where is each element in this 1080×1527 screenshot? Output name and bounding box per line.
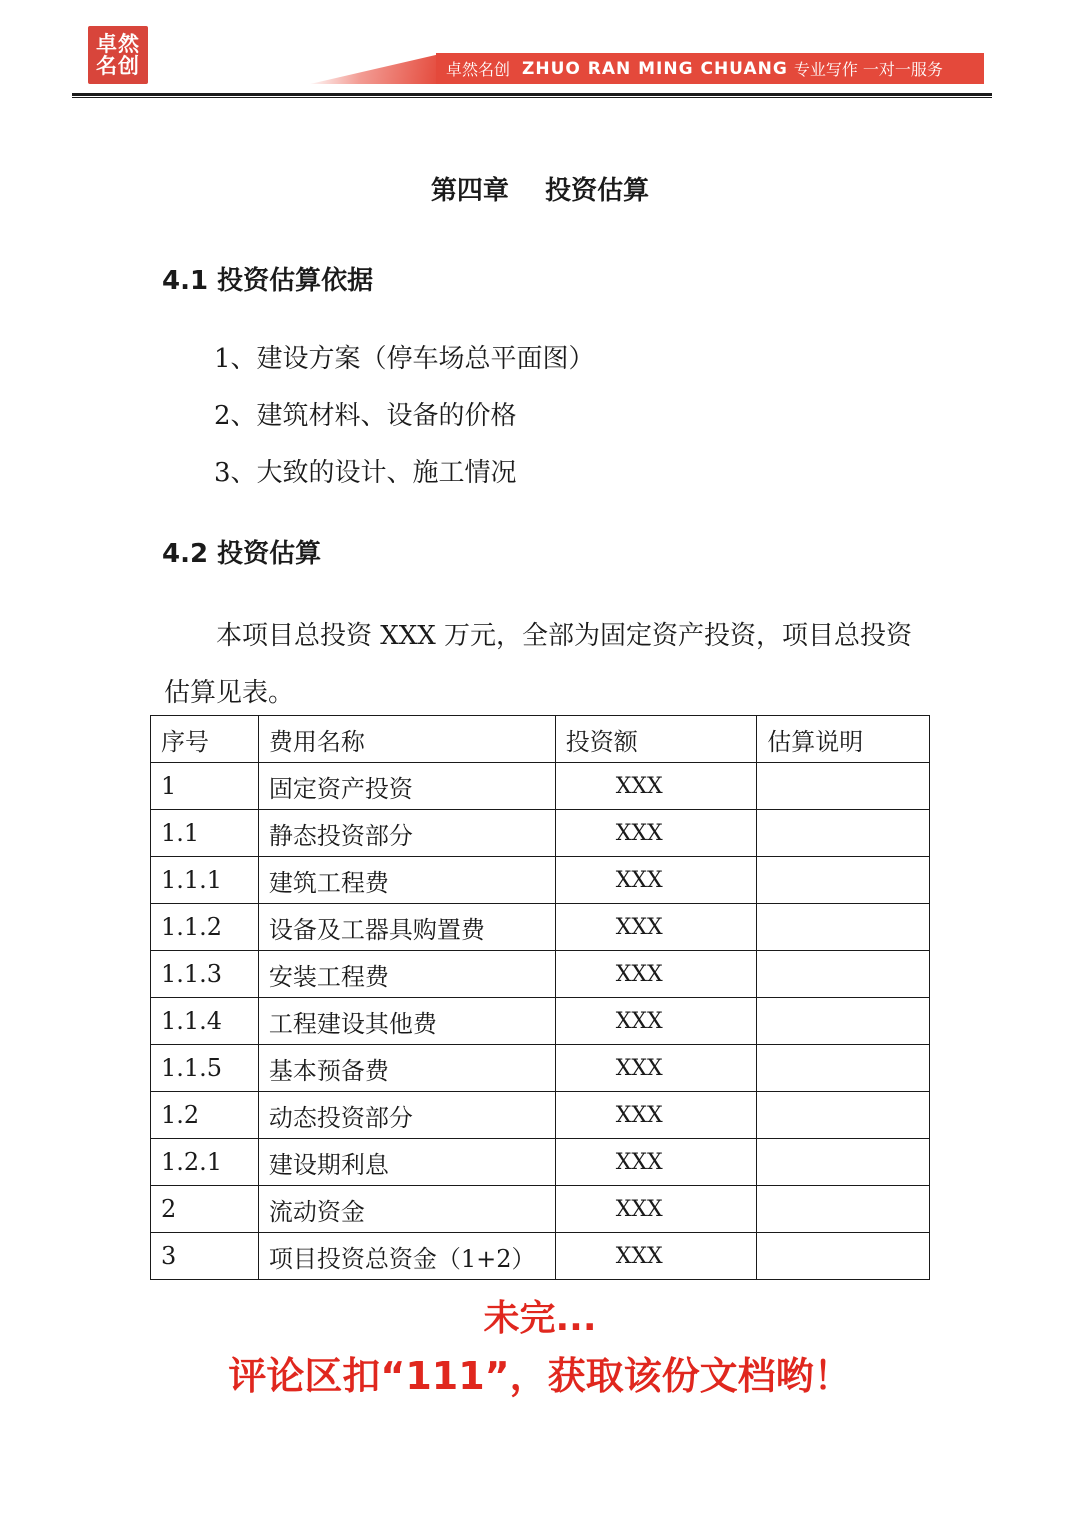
cell-index: 1 <box>151 763 259 810</box>
header-rule-thin <box>72 97 992 98</box>
cell-cost-name: 工程建设其他费 <box>258 998 555 1045</box>
cell-note <box>757 857 930 904</box>
cell-index: 1.1.4 <box>151 998 259 1045</box>
banner-en-name: ZHUO RAN MING CHUANG <box>522 58 788 79</box>
cell-amount: XXX <box>555 1139 757 1186</box>
header-note: 估算说明 <box>757 716 930 763</box>
header-rule <box>72 93 992 96</box>
header-cost-name: 费用名称 <box>258 716 555 763</box>
cell-note <box>757 998 930 1045</box>
investment-table <box>150 715 930 1280</box>
cell-index: 1.1.5 <box>151 1045 259 1092</box>
cell-amount: XXX <box>555 998 757 1045</box>
table-row <box>151 1092 930 1139</box>
banner-cn-name: 卓然名创 <box>446 60 511 79</box>
logo-line2: 名创 <box>96 54 140 78</box>
cell-cost-name: 静态投资部分 <box>258 810 555 857</box>
section-heading-estimate: 4.2 投资估算 <box>162 539 322 569</box>
table-row <box>151 1139 930 1186</box>
cell-note <box>757 904 930 951</box>
cell-index: 1.1.3 <box>151 951 259 998</box>
logo-line1: 卓然 <box>96 31 140 56</box>
cell-note <box>757 951 930 998</box>
table-row <box>151 1186 930 1233</box>
section-heading-basis: 4.1 投资估算依据 <box>162 266 374 296</box>
table-row <box>151 857 930 904</box>
cell-amount: XXX <box>555 857 757 904</box>
cell-note <box>757 1092 930 1139</box>
table-header-row <box>151 716 930 763</box>
cell-note <box>757 1186 930 1233</box>
table-row <box>151 1233 930 1280</box>
chapter-title: 第四章 投资估算 <box>430 176 650 206</box>
cell-cost-name: 安装工程费 <box>258 951 555 998</box>
cell-cost-name: 设备及工器具购置费 <box>258 904 555 951</box>
header-amount: 投资额 <box>555 716 757 763</box>
cell-cost-name: 建筑工程费 <box>258 857 555 904</box>
cell-amount: XXX <box>555 1092 757 1139</box>
cell-amount: XXX <box>555 763 757 810</box>
cell-note <box>757 1045 930 1092</box>
basis-item: 2、建筑材料、设备的价格 <box>214 401 517 431</box>
cell-amount: XXX <box>555 951 757 998</box>
cell-amount: XXX <box>555 1186 757 1233</box>
cell-note <box>757 1139 930 1186</box>
table-row <box>151 951 930 998</box>
cell-note <box>757 763 930 810</box>
comment-notice: 评论区扣“111”，获取该份文档哟！ <box>228 1354 852 1398</box>
table-row <box>151 1045 930 1092</box>
cell-index: 2 <box>151 1186 259 1233</box>
table-row <box>151 998 930 1045</box>
estimate-paragraph: 本项目总投资 XXX 万元，全部为固定资产投资，项目总投资估算见表。 <box>164 621 913 708</box>
brand-logo <box>88 26 148 84</box>
cell-cost-name: 动态投资部分 <box>258 1092 555 1139</box>
basis-item: 3、大致的设计、施工情况 <box>214 458 517 488</box>
cell-amount: XXX <box>555 810 757 857</box>
cell-index: 3 <box>151 1233 259 1280</box>
cell-index: 1.2.1 <box>151 1139 259 1186</box>
basis-item: 1、建设方案（停车场总平面图） <box>214 344 595 374</box>
header-index: 序号 <box>151 716 259 763</box>
banner-tagline: 专业写作 一对一服务 <box>793 60 943 79</box>
header-banner <box>436 53 984 84</box>
banner-wedge <box>310 54 440 84</box>
cell-amount: XXX <box>555 1045 757 1092</box>
table-row <box>151 810 930 857</box>
cell-cost-name: 流动资金 <box>258 1186 555 1233</box>
cell-cost-name: 固定资产投资 <box>258 763 555 810</box>
cell-note <box>757 810 930 857</box>
unfinished-notice: 未完... <box>483 1298 597 1339</box>
cell-amount: XXX <box>555 904 757 951</box>
cell-cost-name: 建设期利息 <box>258 1139 555 1186</box>
cell-note <box>757 1233 930 1280</box>
cell-index: 1.2 <box>151 1092 259 1139</box>
cell-cost-name: 基本预备费 <box>258 1045 555 1092</box>
cell-index: 1.1 <box>151 810 259 857</box>
table-row <box>151 904 930 951</box>
cell-cost-name: 项目投资总资金（1+2） <box>258 1233 555 1280</box>
cell-index: 1.1.2 <box>151 904 259 951</box>
cell-amount: XXX <box>555 1233 757 1280</box>
table-row <box>151 763 930 810</box>
cell-index: 1.1.1 <box>151 857 259 904</box>
